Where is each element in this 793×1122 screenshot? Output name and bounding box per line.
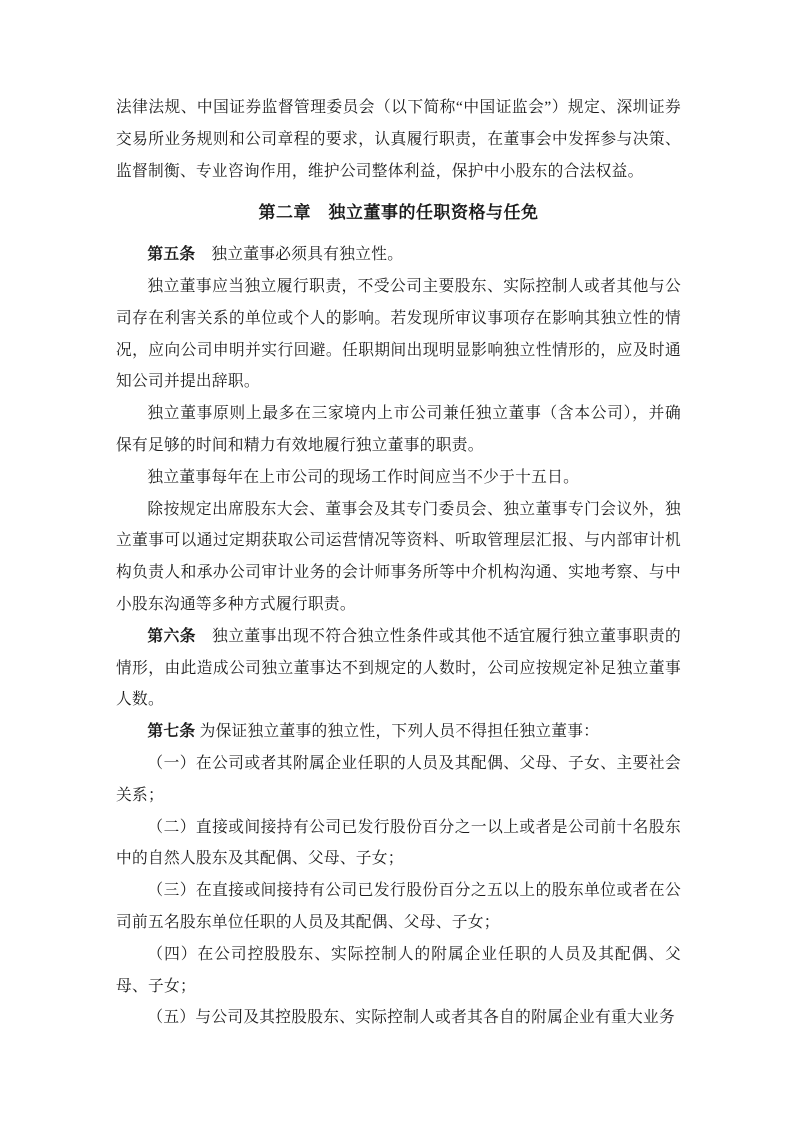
article-number: 第七条 (147, 723, 196, 741)
document-content (116, 92, 681, 1034)
paragraph (116, 748, 681, 812)
text-run: 第二章 独立董事的任职资格与任免 (258, 203, 539, 223)
paragraph (116, 92, 681, 187)
paragraph (116, 494, 681, 621)
paragraph (116, 462, 681, 494)
paragraph (116, 398, 681, 462)
article-number: 第六条 (147, 627, 196, 645)
article-number: 第五条 (147, 246, 196, 264)
paragraph (116, 1002, 681, 1034)
text-run: （二）直接或间接持有公司已发行股份百分之一以上或者是公司前十名股东中的自然人股东及其配偶、父母、子女； (116, 818, 681, 868)
paragraph (116, 939, 681, 1003)
paragraph (116, 812, 681, 876)
text-run: 为保证独立董事的独立性，下列人员不得担任独立董事： (195, 723, 600, 741)
text-run: 独立董事每年在上市公司的现场工作时间应当不少于十五日。 (147, 468, 580, 486)
text-run: 法律法规、中国证券监督管理委员会（以下简称“中国证监会”）规定、深圳证券交易所业务规则和公司章程的要求，认真履行职责，在董事会中发挥参与决策、监督制衡、专业咨询作用，维护公司整体利益，保护中小股东的合法权益。 (116, 99, 681, 180)
paragraph (116, 239, 681, 271)
text-run: 独立董事原则上最多在三家境内上市公司兼任独立董事（含本公司），并确保有足够的时间和精力有效地履行独立董事的职责。 (116, 405, 681, 454)
text-run: 除按规定出席股东大会、董事会及其专门委员会、独立董事专门会议外，独立董事可以通过定期获取公司运营情况等资料、听取管理层汇报、与内部审计机构负责人和承办公司审计业务的会计师事务所等中介机构沟通、实地考察、与中小股东沟通等多种方式履行职责。 (116, 500, 681, 613)
text-run: 独立董事出现不符合独立性条件或其他不适宜履行独立董事职责的情形，由此造成公司独立董事达不到规定的人数时，公司应按规定补足独立董事人数。 (116, 627, 681, 709)
paragraph (116, 716, 681, 748)
text-run: 独立董事应当独立履行职责，不受公司主要股东、实际控制人或者其他与公司存在利害关系的单位或个人的影响。若发现所审议事项存在影响其独立性的情况，应向公司申明并实行回避。任职期间出现明显影响独立性情形的，应及时通知公司并提出辞职。 (116, 277, 681, 391)
paragraph (116, 875, 681, 939)
text-run: （一）在公司或者其附属企业任职的人员及其配偶、父母、子女、主要社会关系； (116, 754, 681, 804)
chapter-heading (116, 197, 681, 229)
text-run: （四）在公司控股股东、实际控制人的附属企业任职的人员及其配偶、父母、子女； (116, 945, 681, 995)
text-run: （五）与公司及其控股股东、实际控制人或者其各自的附属企业有重大业务 (147, 1009, 675, 1027)
paragraph (116, 621, 681, 716)
paragraph (116, 271, 681, 398)
text-run: 独立董事必须具有独立性。 (195, 246, 404, 264)
text-run: （三）在直接或间接持有公司已发行股份百分之五以上的股东单位或者在公司前五名股东单位任职的人员及其配偶、父母、子女； (116, 882, 681, 931)
